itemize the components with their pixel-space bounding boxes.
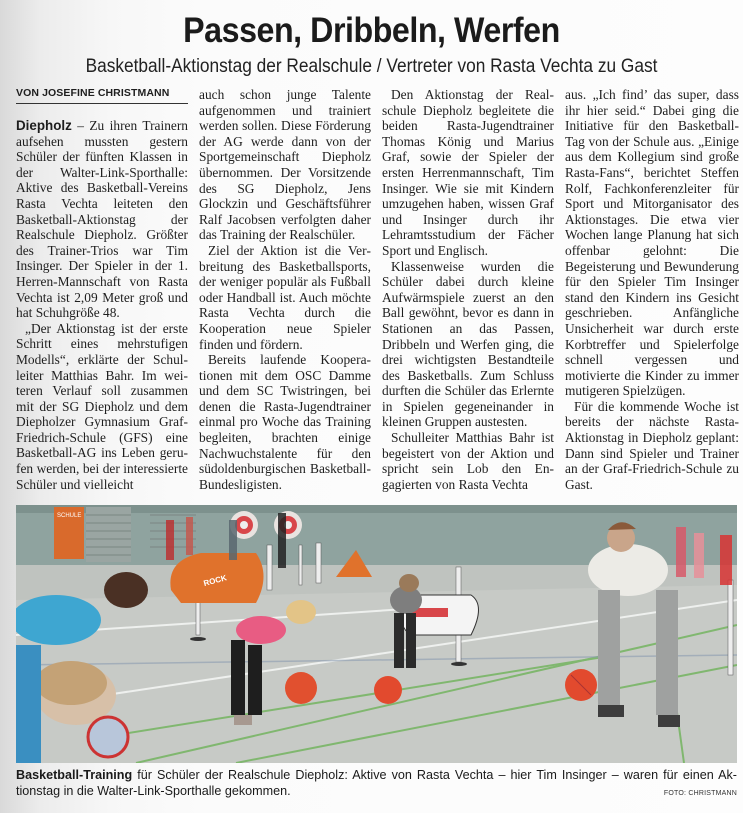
article-column-3 xyxy=(382,87,554,492)
paragraph: Den Aktionstag der Realschule Diepholz begleitete die beiden Rasta-Jugendtrainer Thomas König und Marius Graf, sowie der Spieler der ersten Herrenmannschaft, Tim Insinger. Wie sie mit Kindern umzugehen haben, wissen Graf und Insinger durch ihr Lehramtsstudium der Fächer Sport und Englisch. xyxy=(382,87,554,258)
paragraph-text: – Zu ihren Trainern aufsehen mussten gestern Schüler der fünften Klassen in der Walter-Link-Sporthalle: Aktive des Basketball-Vereins Rasta Vechta leiteten den Basketball-Aktionstag der Realschule Diepholz. Größter des Trainer-Trios war Tim Insinger. Der Spieler in der 1. Herren-Mannschaft von Rasta Vechta ist 2,09 Meter groß und hat Schuhgröße 48. xyxy=(16,118,188,321)
paragraph: Ziel der Aktion ist die Verbreitung des Basketballsports, der weniger populär als Fußball oder Handball ist. Auch möchte Rasta Vechta durch die Kooperation neue Spieler finden und fördern. xyxy=(199,242,371,352)
byline: VON JOSEFINE CHRISTMANN xyxy=(16,87,188,104)
subheadline: Basketball-Aktionstag der Realschule / Vertreter von Rasta Vechta zu Gast xyxy=(85,56,658,77)
photo-caption xyxy=(16,767,737,799)
caption-text: für Schüler der Realschule Diepholz: Aktive von Rasta Vechta – hier Tim Insinger – waren für einen Aktionstag in die Walter-Link-Sporthalle gekommen. xyxy=(16,768,737,798)
article-column-4 xyxy=(565,87,739,492)
paragraph: Für die kommende Woche ist bereits der nächste Rasta-Aktionstag in Diepholz geplant: Dann sind Spieler und Trainer an der Graf-Friedrich-Schule zu Gast. xyxy=(565,398,739,492)
dateline: Diepholz xyxy=(16,118,72,133)
article-photo xyxy=(16,505,737,763)
paragraph: „Der Aktionstag ist der erste Schritt eines mehrstufigen Modells“, erklärte der Schulleiter Matthias Bahr. Im weiteren Verlauf soll zusammen mit der SG Diepholz und dem Diepholzer Gymnasium Graf-Friedrich-Schule (GFS) eine Basketball-AG ins Leben gerufen werden, bei der interessierte Schüler und vielleicht xyxy=(16,320,188,492)
paragraph xyxy=(16,118,188,321)
caption-lead: Basketball-Training xyxy=(16,768,133,782)
svg-text:ROCK: ROCK xyxy=(202,573,228,589)
headline: Passen, Dribbeln, Werfen xyxy=(183,11,560,50)
photo-illustration xyxy=(16,505,737,763)
paragraph: Bereits laufende Kooperationen mit dem OSC Damme und dem SC Twistringen, bei denen die Rasta-Jugendtrainer einmal pro Woche das Training begleiten, brachten einige Nachwuchstalente für den südoldenburgischen Basketball-Bundesligisten. xyxy=(199,352,371,492)
paragraph: Klassenweise wurden die Schüler dabei durch kleine Aufwärmspiele zuerst an den Ball gewöhnt, bevor es dann in Stationen an das Passen, Dribbeln und Werfen ging, die drei wichtigsten Bestandteile des Basketballs. Zum Schluss durften die Schüler das Erlernte in Spielen gegeneinander in kleinen Gruppen austesten. xyxy=(382,258,554,430)
paragraph: Schulleiter Matthias Bahr ist begeistert von der Aktion und spricht sein Lob den Engagierten von Rasta Vechta xyxy=(382,430,554,492)
svg-text:SCHULE: SCHULE xyxy=(57,513,82,519)
article-column-1 xyxy=(16,87,188,492)
article-column-2 xyxy=(199,87,371,492)
photo-credit: FOTO: CHRISTMANN xyxy=(663,790,737,797)
paragraph: auch schon junge Talente aufgenommen und trainiert werden sollen. Diese Förderung der AG werde dann von der Sportgemeinschaft Diepholz übernommen. Der Vorsitzende des SG Diepholz, Jens Glockzin und Geschäftsführer Ralf Jacobsen verfolgten daher das Training der Realschüler. xyxy=(199,87,371,243)
paragraph: aus. „Ich find’ das super, dass ihr hier seid.“ Dabei ging die Initiative für den Basketball-Tag von der Schule aus. „Einige aus dem Kollegium sind große Rasta-Fans“, berichtet Steffen Rolf, Fachkonferenzleiter für Sport und Mitorganisator des Aktionstages. Die etwa vier Wochen lange Planung hat sich offenbar gelohnt: Die Begeisterung und Bewunderung für den Spieler Tim Insinger stand den Kindern ins Gesicht geschrieben. Anfängliche Unsicherheit war durch erste Korbtreffer und Spielerfolge schnell vergessen und motivierte die Kinder zu immer mutigeren Spielzügen. xyxy=(565,87,739,399)
